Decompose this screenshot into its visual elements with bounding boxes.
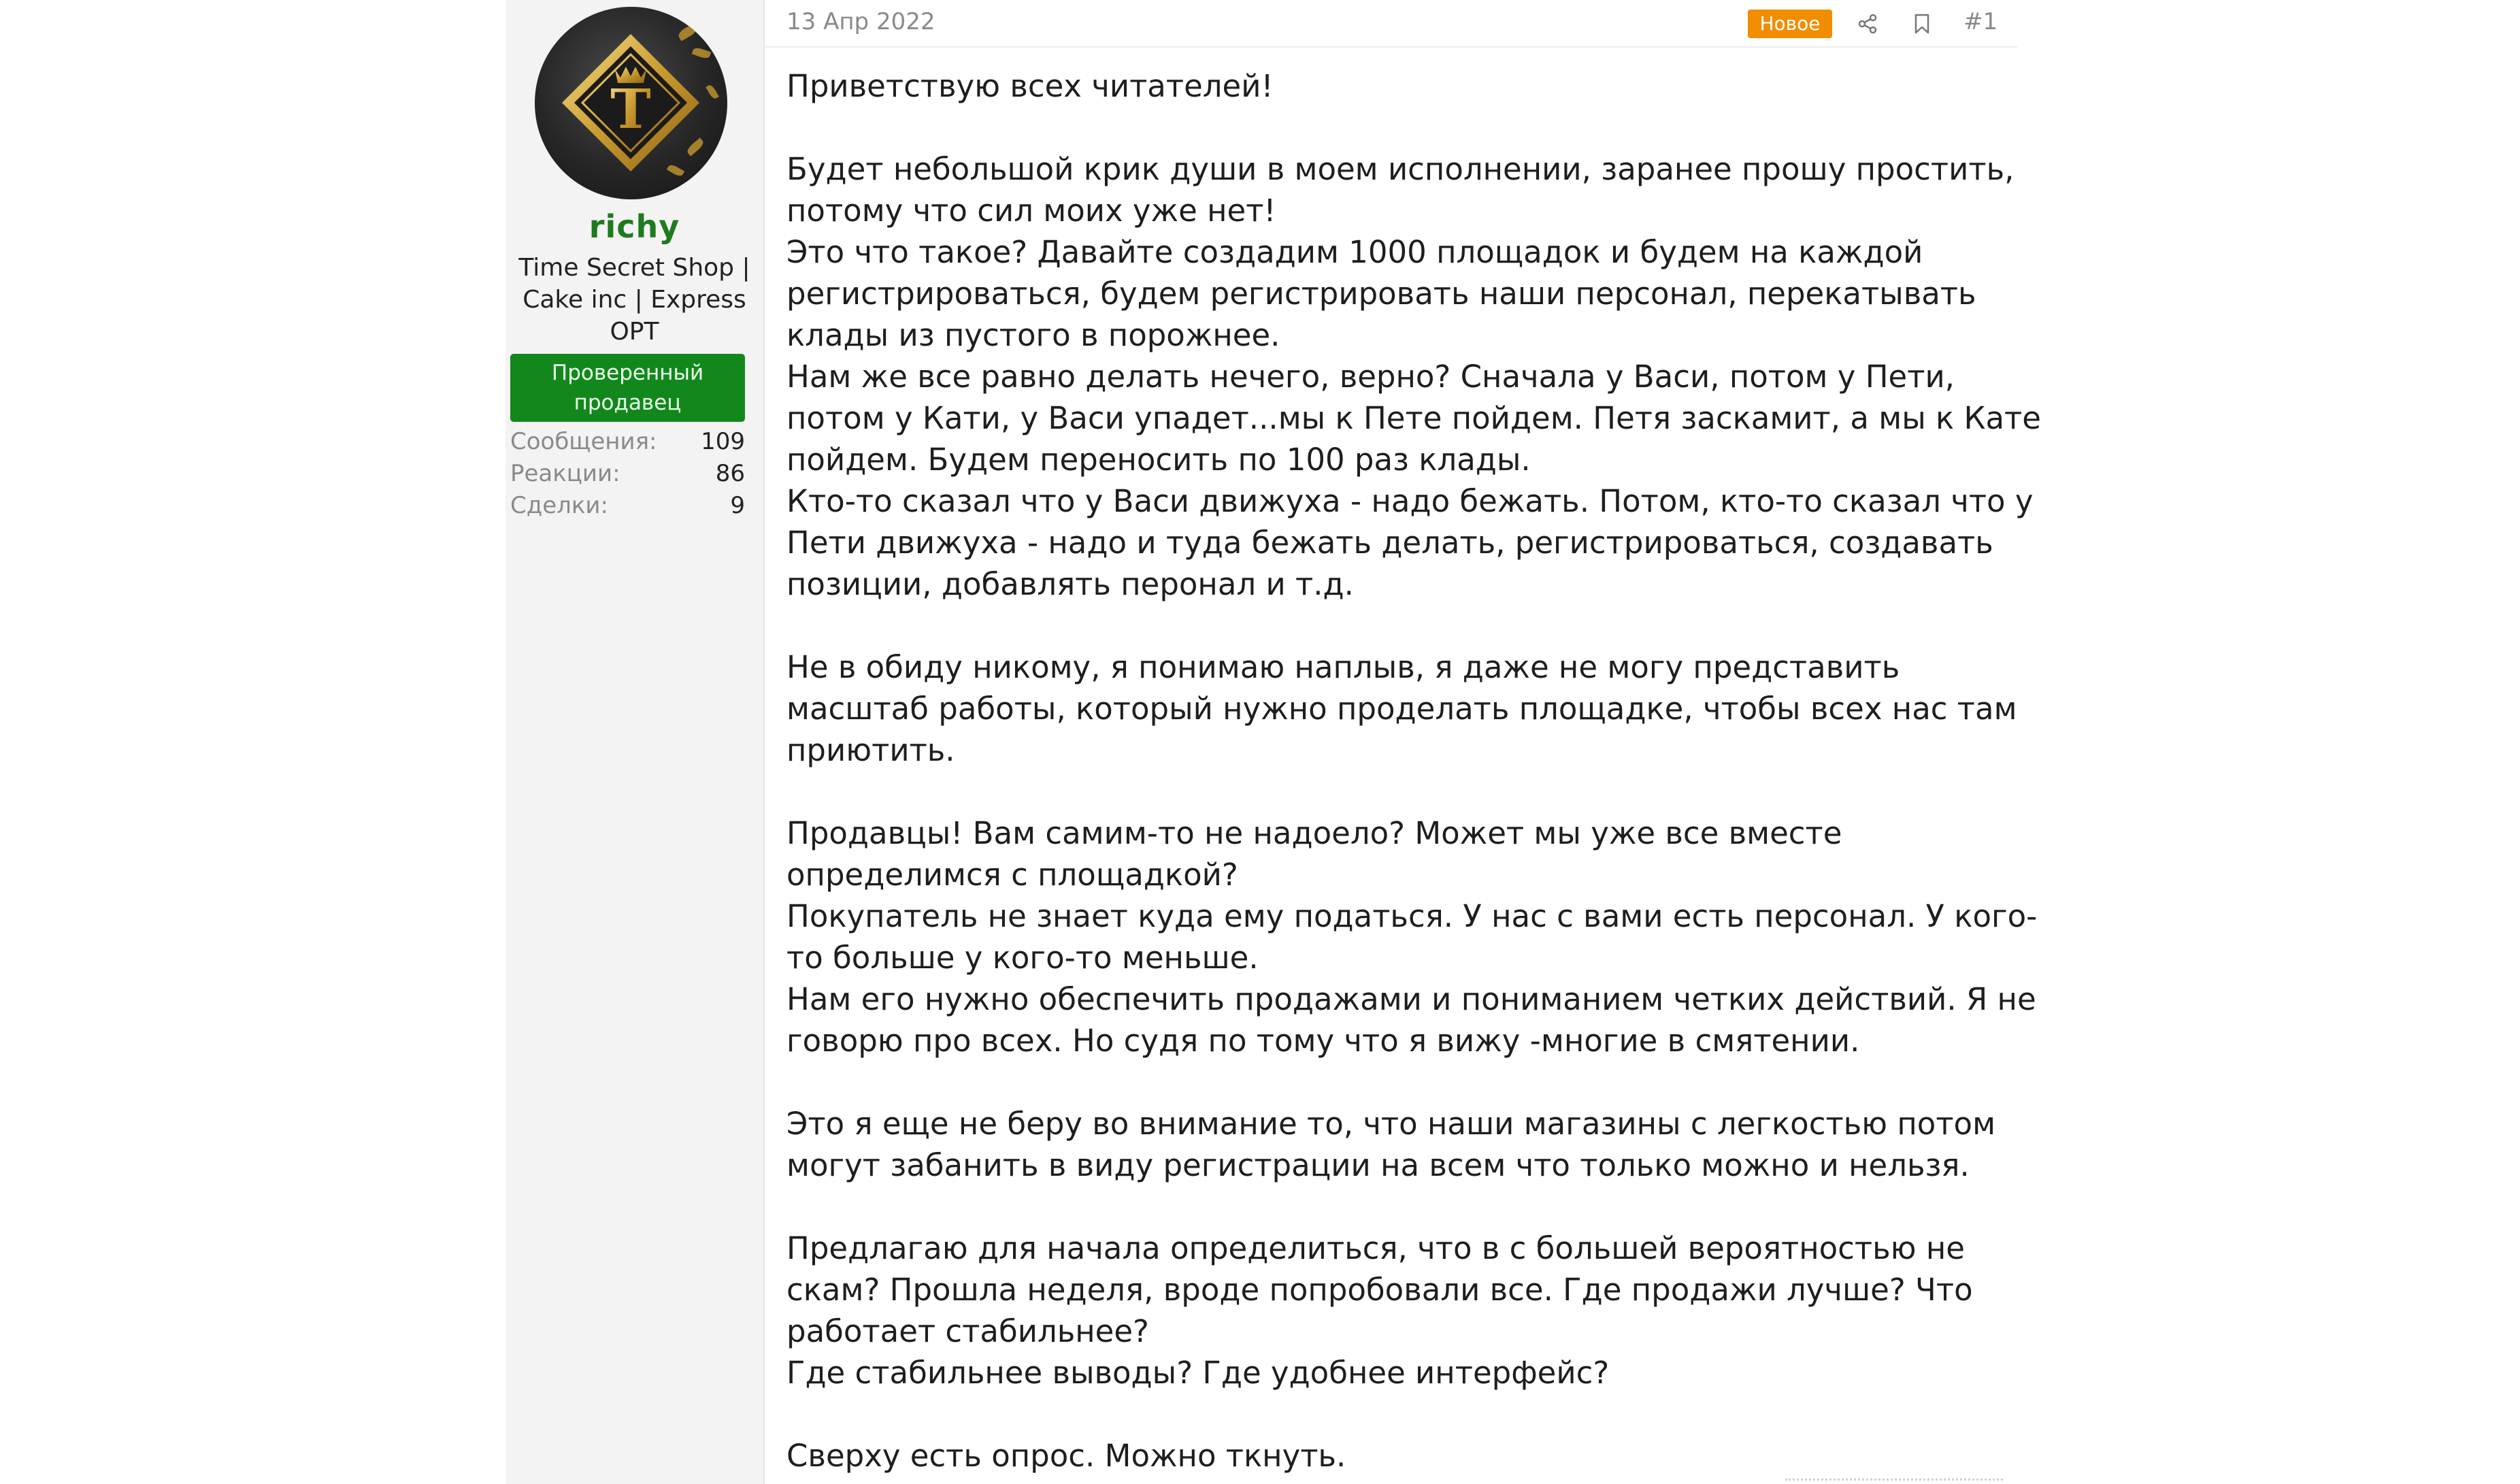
- paragraph-gap: [786, 1186, 2011, 1227]
- user-stats: [510, 426, 745, 522]
- post-text-line: клады из пустого в порожнее.: [786, 317, 1280, 353]
- forum-post: [505, 0, 2041, 1484]
- post-date[interactable]: 13 Апр 2022: [786, 8, 935, 35]
- post-text-line: Будет небольшой крик души в моем исполнении, заранее прошу простить,: [786, 151, 2015, 187]
- author-sidebar: [505, 0, 765, 1484]
- user-title-line: OPT: [610, 318, 659, 346]
- post-text-line: Не в обиду никому, я понимаю наплыв, я даже не могу представить: [786, 649, 1900, 685]
- stat-messages[interactable]: [510, 426, 745, 458]
- username[interactable]: richy: [588, 208, 680, 245]
- new-badge: Новое: [1748, 10, 1832, 38]
- post-text-line: регистрироваться, будем регистрировать наши персонал, перекатывать: [786, 276, 1976, 312]
- post-text-line: пойдем. Будем переносить по 100 раз клады.: [786, 442, 1531, 478]
- post-text-line: скам? Прошла неделя, вроде попробовали все. Где продажи лучше? Что: [786, 1272, 1973, 1308]
- paragraph-gap: [786, 1061, 2011, 1103]
- post-text-line: могут забанить в виду регистрации на всем что только можно и нельзя.: [786, 1147, 1970, 1183]
- post-text-line: масштаб работы, который нужно проделать площадке, чтобы всех нас там: [786, 691, 2017, 727]
- post-text-line: позиции, добавлять перонал и т.д.: [786, 566, 1354, 602]
- post-text-line: работает стабильнее?: [786, 1313, 1149, 1349]
- user-title: [515, 252, 754, 348]
- post-text-line: Пети движуха - надо и туда бежать делать, регистрироваться, создавать: [786, 525, 1993, 561]
- post-text-line: приютить.: [786, 732, 955, 768]
- gold-diamond-T-logo-icon: [535, 7, 727, 199]
- stat-label: Реакции:: [510, 460, 620, 487]
- post-body: [786, 65, 2041, 1477]
- post-text-line: Продавцы! Вам самим-то не надоело? Может мы уже все вместе: [786, 815, 1842, 851]
- post-header: [765, 0, 2017, 48]
- post-text-line: потом у Кати, у Васи упадет...мы к Пете пойдем. Петя заскамит, а мы к Кате: [786, 400, 2041, 436]
- badge-line: продавец: [574, 391, 682, 415]
- verified-seller-badge: [510, 354, 745, 422]
- share-icon[interactable]: [1853, 10, 1882, 38]
- post-text-line: потому что сил моих уже нет!: [786, 193, 1276, 229]
- post-text-line: определимся с площадкой?: [786, 857, 1238, 893]
- badge-line: Проверенный: [551, 361, 704, 385]
- user-title-line: Cake inc | Express: [523, 286, 746, 314]
- post-text-line: Где стабильнее выводы? Где удобнее интерфейс?: [786, 1355, 1610, 1391]
- post-text-line: Предлагаю для начала определиться, что в с большей вероятностью не: [786, 1230, 1965, 1266]
- stat-value: 109: [701, 428, 745, 455]
- paragraph-gap: [786, 771, 2011, 812]
- post-text-line: Это что такое? Давайте создадим 1000 площадок и будем на каждой: [786, 234, 1923, 270]
- post-text-line: Кто-то сказал что у Васи движуха - надо бежать. Потом, кто-то сказал что у: [786, 483, 2034, 519]
- post-number-link[interactable]: #1: [1963, 8, 1998, 35]
- post-text-line: Нам его нужно обеспечить продажами и пониманием четких действий. Я не: [786, 981, 2036, 1017]
- post-text-line: Это я еще не беру во внимание то, что наши магазины с легкостью потом: [786, 1106, 1996, 1142]
- stat-reactions[interactable]: [510, 458, 745, 490]
- post-text-line: Нам же все равно делать нечего, верно? Сначала у Васи, потом у Пети,: [786, 359, 1955, 395]
- post-text-line: Сверху есть опрос. Можно ткнуть.: [786, 1438, 1346, 1474]
- post-text-line: Приветствую всех читателей!: [786, 68, 1274, 104]
- stat-value: 86: [715, 460, 745, 487]
- stat-label: Сообщения:: [510, 428, 657, 455]
- bookmark-icon[interactable]: [1908, 10, 1936, 38]
- post-footer-divider: [1785, 1479, 2003, 1483]
- paragraph-gap: [786, 605, 2011, 646]
- post-main: [765, 0, 2041, 1484]
- paragraph-gap: [786, 1394, 2011, 1435]
- avatar-letter: T: [610, 77, 651, 141]
- post-text-line: Покупатель не знает куда ему податься. У нас с вами есть персонал. У кого-: [786, 898, 2038, 934]
- stat-deals[interactable]: [510, 490, 745, 522]
- user-title-line: Time Secret Shop |: [518, 254, 750, 282]
- stat-label: Сделки:: [510, 492, 608, 519]
- post-text-line: говорю про всех. Но судя по тому что я вижу -многие в смятении.: [786, 1023, 1860, 1059]
- post-text-line: то больше у кого-то меньше.: [786, 940, 1259, 976]
- paragraph-gap: [786, 107, 2011, 148]
- stat-value: 9: [730, 492, 745, 519]
- avatar[interactable]: [535, 7, 727, 199]
